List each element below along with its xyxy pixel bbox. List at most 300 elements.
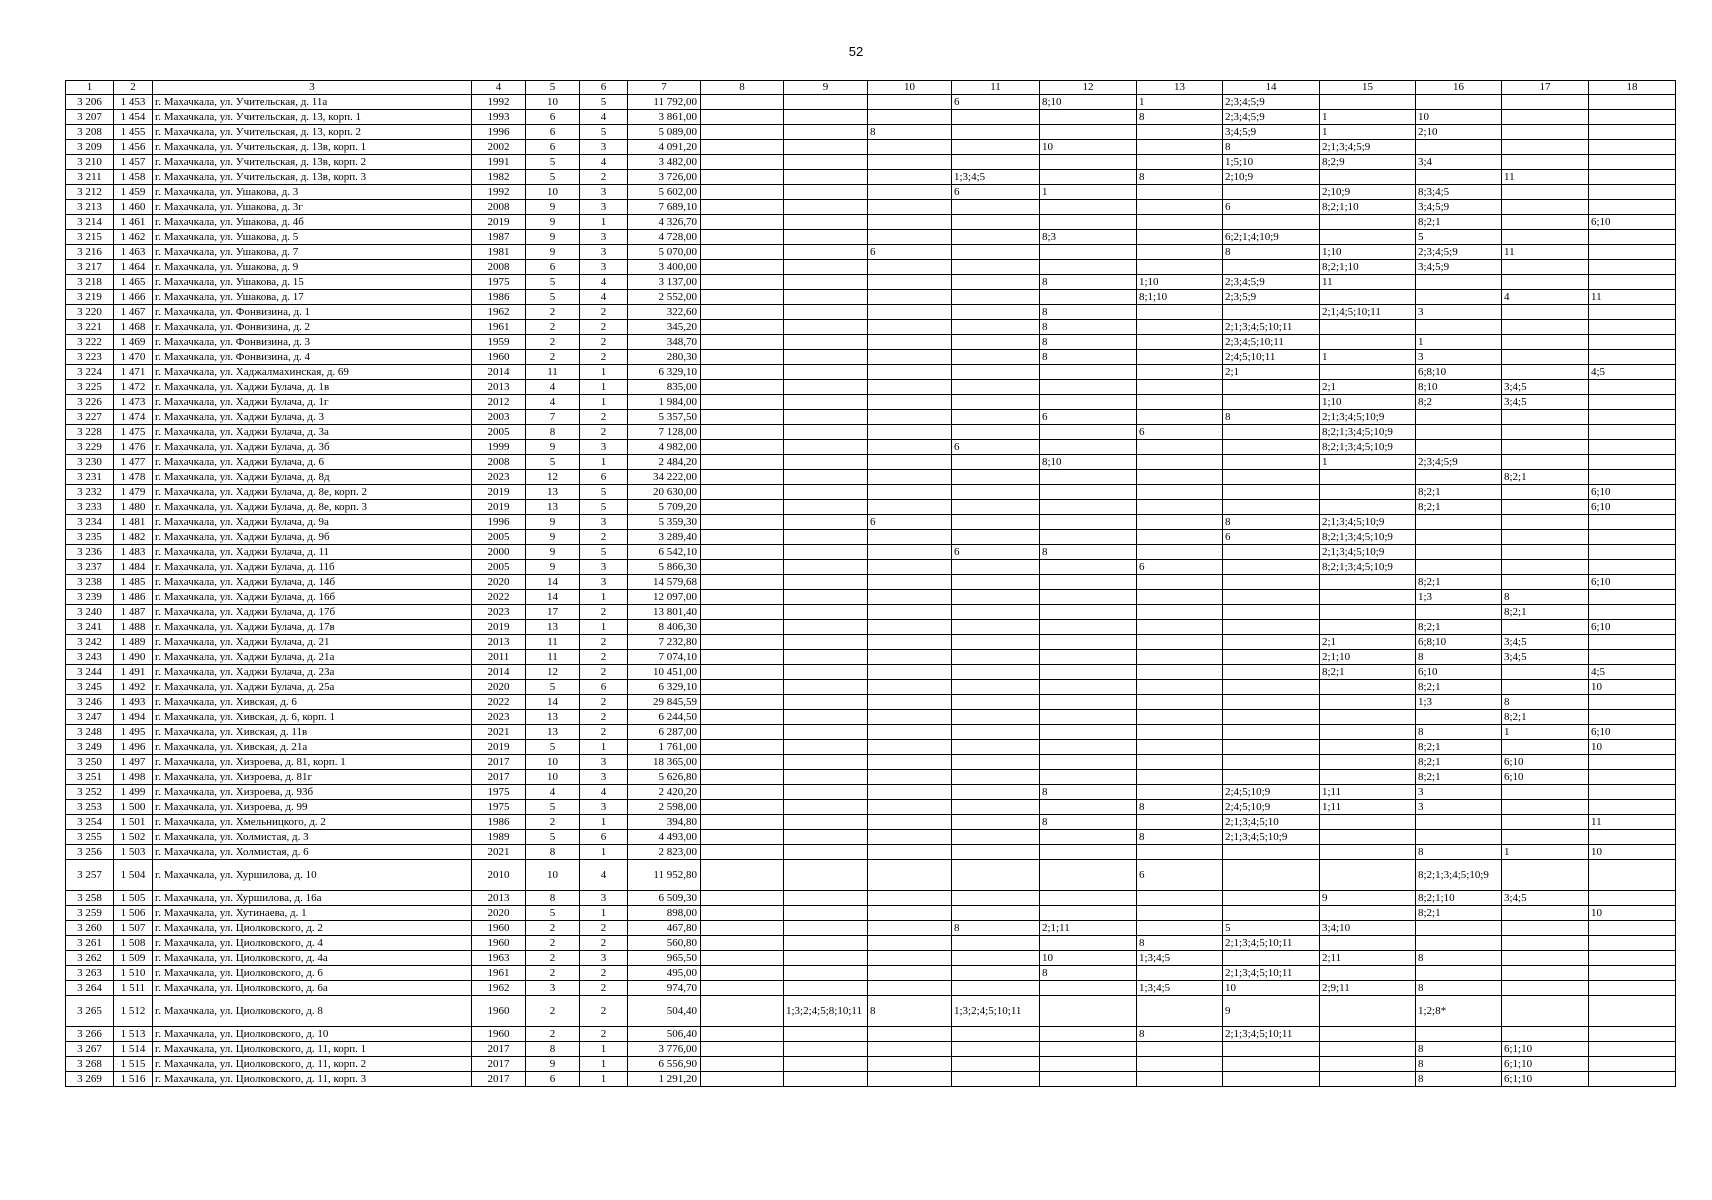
table-row	[66, 891, 1676, 906]
table-cell: 1961	[472, 320, 526, 335]
table-cell: 8;2;1	[1416, 500, 1502, 515]
address-cell: г. Махачкала, ул. Хаджи Булача, д. 8д	[153, 470, 472, 485]
table-cell: 10 451,00	[628, 665, 701, 680]
table-cell: 504,40	[628, 996, 701, 1027]
table-cell: 1 474	[114, 410, 153, 425]
table-cell: 3 241	[66, 620, 114, 635]
table-cell	[1502, 305, 1589, 320]
table-cell: 560,80	[628, 936, 701, 951]
table-cell: 2	[580, 530, 628, 545]
table-cell: 8	[952, 921, 1040, 936]
table-cell: 1	[1320, 350, 1416, 365]
address-cell: г. Махачкала, ул. Ушакова, д. 9	[153, 260, 472, 275]
table-cell: 3 207	[66, 110, 114, 125]
table-row	[66, 410, 1676, 425]
table-cell	[1040, 830, 1137, 845]
table-cell	[952, 590, 1040, 605]
table-row	[66, 710, 1676, 725]
table-cell: 2021	[472, 725, 526, 740]
table-cell	[1137, 1042, 1223, 1057]
address-cell: г. Махачкала, ул. Хаджи Булача, д. 11	[153, 545, 472, 560]
table-cell	[952, 500, 1040, 515]
table-cell: 1 483	[114, 545, 153, 560]
address-cell: г. Махачкала, ул. Ушакова, д. 17	[153, 290, 472, 305]
table-cell: 1 468	[114, 320, 153, 335]
table-cell: 6	[1223, 530, 1320, 545]
table-cell: 6;10	[1589, 575, 1676, 590]
table-cell	[1137, 966, 1223, 981]
table-cell: 1	[580, 455, 628, 470]
table-cell	[1223, 710, 1320, 725]
table-cell	[1589, 200, 1676, 215]
table-cell	[1502, 485, 1589, 500]
table-cell	[1137, 650, 1223, 665]
table-cell: 1960	[472, 996, 526, 1027]
table-cell: 11	[526, 635, 580, 650]
table-cell: 1 492	[114, 680, 153, 695]
table-row	[66, 500, 1676, 515]
table-cell	[701, 1027, 784, 1042]
table-cell	[1137, 485, 1223, 500]
table-cell	[1137, 770, 1223, 785]
table-cell: 12	[526, 470, 580, 485]
table-row	[66, 425, 1676, 440]
table-cell	[701, 485, 784, 500]
table-cell	[1589, 996, 1676, 1027]
table-cell	[701, 215, 784, 230]
table-cell	[1040, 800, 1137, 815]
table-cell: 3 776,00	[628, 1042, 701, 1057]
table-cell: 11	[526, 650, 580, 665]
table-cell	[1502, 215, 1589, 230]
table-row	[66, 605, 1676, 620]
table-cell	[1040, 650, 1137, 665]
table-cell: 2 552,00	[628, 290, 701, 305]
table-cell: 1 489	[114, 635, 153, 650]
table-cell	[1589, 140, 1676, 155]
table-row	[66, 470, 1676, 485]
table-cell	[1416, 170, 1502, 185]
table-row	[66, 260, 1676, 275]
table-cell	[1320, 485, 1416, 500]
table-cell	[952, 725, 1040, 740]
table-row	[66, 740, 1676, 755]
table-cell: 2;1;3;4;5;10;9	[1320, 410, 1416, 425]
table-cell: 3	[580, 800, 628, 815]
table-row	[66, 1072, 1676, 1087]
table-cell	[1589, 470, 1676, 485]
address-cell: г. Махачкала, ул. Ушакова, д. 3	[153, 185, 472, 200]
table-cell	[1589, 380, 1676, 395]
table-cell	[868, 470, 952, 485]
table-cell	[1223, 695, 1320, 710]
table-row	[66, 981, 1676, 996]
table-cell: 1;3;4;5	[1137, 981, 1223, 996]
table-cell: 2002	[472, 140, 526, 155]
table-cell	[701, 800, 784, 815]
table-row	[66, 365, 1676, 380]
table-cell: 3 214	[66, 215, 114, 230]
table-cell: 835,00	[628, 380, 701, 395]
table-cell	[1416, 290, 1502, 305]
table-cell	[784, 665, 868, 680]
address-cell: г. Махачкала, ул. Хаджи Булача, д. 17б	[153, 605, 472, 620]
table-cell	[1223, 1042, 1320, 1057]
table-cell	[701, 350, 784, 365]
table-cell	[701, 320, 784, 335]
table-cell: 2023	[472, 710, 526, 725]
table-cell: 2	[580, 695, 628, 710]
column-header: 14	[1223, 81, 1320, 95]
table-cell: 1;10	[1320, 395, 1416, 410]
table-cell	[1502, 830, 1589, 845]
table-cell: 3 262	[66, 951, 114, 966]
table-cell	[1502, 125, 1589, 140]
table-cell: 1 984,00	[628, 395, 701, 410]
column-header: 18	[1589, 81, 1676, 95]
table-cell: 1960	[472, 350, 526, 365]
table-cell	[701, 500, 784, 515]
table-cell: 11 952,80	[628, 860, 701, 891]
table-cell	[1040, 725, 1137, 740]
table-cell: 2;1;3;4;5;9	[1320, 140, 1416, 155]
table-cell	[1223, 500, 1320, 515]
table-cell: 1;10	[1137, 275, 1223, 290]
table-cell	[1589, 515, 1676, 530]
table-cell: 2;1;3;4;5;10	[1223, 815, 1320, 830]
table-cell: 1	[580, 815, 628, 830]
address-cell: г. Махачкала, ул. Учительская, д. 13в, корп. 1	[153, 140, 472, 155]
table-cell	[1040, 1057, 1137, 1072]
table-cell	[952, 575, 1040, 590]
table-cell	[784, 290, 868, 305]
table-cell	[1320, 215, 1416, 230]
table-cell	[1223, 590, 1320, 605]
table-cell	[1589, 695, 1676, 710]
table-cell: 1991	[472, 155, 526, 170]
table-cell: 8	[1040, 305, 1137, 320]
table-cell: 3 137,00	[628, 275, 701, 290]
table-cell	[868, 395, 952, 410]
table-cell: 348,70	[628, 335, 701, 350]
table-cell	[1320, 500, 1416, 515]
table-cell: 13	[526, 710, 580, 725]
table-cell: 8;2;1	[1502, 470, 1589, 485]
table-cell	[1320, 1027, 1416, 1042]
table-cell	[868, 170, 952, 185]
table-cell: 1 459	[114, 185, 153, 200]
table-cell: 3 234	[66, 515, 114, 530]
table-cell: 1 472	[114, 380, 153, 395]
table-cell: 1 516	[114, 1072, 153, 1087]
table-cell	[784, 320, 868, 335]
address-cell: г. Махачкала, ул. Хивская, д. 6	[153, 695, 472, 710]
address-cell: г. Махачкала, ул. Хизроева, д. 81г	[153, 770, 472, 785]
table-cell: 3 211	[66, 170, 114, 185]
table-cell: 6	[868, 515, 952, 530]
table-cell	[952, 335, 1040, 350]
table-cell: 3 208	[66, 125, 114, 140]
table-cell	[868, 590, 952, 605]
table-cell	[868, 110, 952, 125]
table-cell: 4 326,70	[628, 215, 701, 230]
table-cell: 10	[1040, 140, 1137, 155]
table-cell	[868, 335, 952, 350]
table-cell: 3;4;5;9	[1416, 200, 1502, 215]
table-cell	[1320, 845, 1416, 860]
table-cell	[701, 260, 784, 275]
table-row	[66, 455, 1676, 470]
table-cell	[952, 260, 1040, 275]
table-cell	[952, 410, 1040, 425]
table-cell: 2;4;5;10;9	[1223, 785, 1320, 800]
table-cell	[784, 215, 868, 230]
table-cell	[784, 125, 868, 140]
table-cell: 14 579,68	[628, 575, 701, 590]
table-cell	[952, 1072, 1040, 1087]
table-cell: 394,80	[628, 815, 701, 830]
table-cell	[701, 710, 784, 725]
table-cell: 2020	[472, 906, 526, 921]
column-header: 7	[628, 81, 701, 95]
table-row	[66, 290, 1676, 305]
table-row	[66, 845, 1676, 860]
table-cell	[701, 981, 784, 996]
table-cell	[868, 1072, 952, 1087]
table-cell	[784, 785, 868, 800]
table-cell: 2;1;3;4;5;10;9	[1320, 545, 1416, 560]
table-row	[66, 275, 1676, 290]
table-cell	[1040, 245, 1137, 260]
table-cell	[1137, 620, 1223, 635]
table-cell: 2020	[472, 680, 526, 695]
table-row	[66, 996, 1676, 1027]
table-cell: 1;3;2;4;5;8;10;11	[784, 996, 868, 1027]
table-cell	[1502, 860, 1589, 891]
table-cell: 6;10	[1589, 725, 1676, 740]
table-cell	[1589, 936, 1676, 951]
table-cell	[1416, 605, 1502, 620]
table-cell: 3 238	[66, 575, 114, 590]
table-cell: 3 255	[66, 830, 114, 845]
table-cell: 1 458	[114, 170, 153, 185]
table-cell	[1040, 906, 1137, 921]
table-cell	[1040, 425, 1137, 440]
table-cell: 3	[580, 575, 628, 590]
table-cell	[1137, 245, 1223, 260]
table-cell: 8;2;9	[1320, 155, 1416, 170]
table-cell: 1975	[472, 800, 526, 815]
table-cell	[701, 891, 784, 906]
table-cell	[1040, 1027, 1137, 1042]
table-cell: 14	[526, 575, 580, 590]
table-cell	[1223, 755, 1320, 770]
table-cell: 8	[1223, 245, 1320, 260]
table-cell: 1	[580, 740, 628, 755]
table-cell: 2	[580, 710, 628, 725]
table-cell: 4 728,00	[628, 230, 701, 245]
table-cell	[784, 470, 868, 485]
table-cell	[701, 245, 784, 260]
table-cell	[952, 380, 1040, 395]
table-cell	[1589, 110, 1676, 125]
address-cell: г. Махачкала, ул. Хаджи Булача, д. 3а	[153, 425, 472, 440]
table-cell: 2013	[472, 380, 526, 395]
table-cell: 3	[1416, 350, 1502, 365]
table-cell: 6;10	[1416, 665, 1502, 680]
data-table	[65, 80, 1676, 1087]
table-cell	[784, 380, 868, 395]
table-cell: 1;2;8*	[1416, 996, 1502, 1027]
column-header: 16	[1416, 81, 1502, 95]
table-cell	[1589, 245, 1676, 260]
table-cell: 8;2;1;10	[1320, 260, 1416, 275]
table-cell	[1502, 966, 1589, 981]
table-cell: 6;1;10	[1502, 1042, 1589, 1057]
table-cell: 3;4;5	[1502, 650, 1589, 665]
table-cell	[952, 650, 1040, 665]
table-cell	[1137, 215, 1223, 230]
table-cell	[1589, 320, 1676, 335]
table-cell	[784, 365, 868, 380]
table-cell: 1 465	[114, 275, 153, 290]
table-cell: 2;3;4;5;9	[1223, 95, 1320, 110]
table-cell	[1137, 755, 1223, 770]
table-cell	[952, 140, 1040, 155]
table-cell: 5 866,30	[628, 560, 701, 575]
table-cell: 3	[580, 891, 628, 906]
table-cell: 1;5;10	[1223, 155, 1320, 170]
table-cell	[1416, 410, 1502, 425]
table-cell	[1137, 815, 1223, 830]
table-cell	[868, 215, 952, 230]
table-cell: 2019	[472, 485, 526, 500]
table-cell: 3;4;5	[1502, 635, 1589, 650]
table-cell	[952, 845, 1040, 860]
table-cell	[1320, 860, 1416, 891]
table-cell	[952, 200, 1040, 215]
table-cell: 9	[526, 215, 580, 230]
table-cell	[1223, 770, 1320, 785]
table-cell: 1962	[472, 305, 526, 320]
table-cell	[701, 665, 784, 680]
table-cell	[1137, 380, 1223, 395]
table-cell: 8	[1137, 1027, 1223, 1042]
table-cell: 8	[868, 125, 952, 140]
table-cell: 3 223	[66, 350, 114, 365]
table-cell: 1 478	[114, 470, 153, 485]
table-cell: 2;1;3;4;5;10;11	[1223, 320, 1320, 335]
table-row	[66, 395, 1676, 410]
table-cell	[868, 275, 952, 290]
table-cell	[1137, 395, 1223, 410]
table-row	[66, 936, 1676, 951]
table-cell	[1040, 695, 1137, 710]
table-cell: 13	[526, 725, 580, 740]
table-cell: 2 420,20	[628, 785, 701, 800]
table-row	[66, 185, 1676, 200]
table-row	[66, 560, 1676, 575]
table-cell: 8;2;1	[1416, 770, 1502, 785]
table-cell: 29 845,59	[628, 695, 701, 710]
table-cell	[1589, 1027, 1676, 1042]
table-cell	[1040, 200, 1137, 215]
table-cell	[1416, 440, 1502, 455]
table-cell: 3;4;5;9	[1416, 260, 1502, 275]
table-cell	[868, 981, 952, 996]
table-cell: 6;10	[1589, 500, 1676, 515]
table-cell: 1	[1040, 185, 1137, 200]
table-cell	[952, 320, 1040, 335]
table-cell	[1589, 981, 1676, 996]
table-cell	[701, 936, 784, 951]
table-cell	[1040, 215, 1137, 230]
table-cell	[701, 740, 784, 755]
table-cell	[1589, 560, 1676, 575]
table-cell	[1502, 785, 1589, 800]
table-cell	[784, 891, 868, 906]
table-cell	[1223, 906, 1320, 921]
table-cell	[952, 785, 1040, 800]
table-cell: 1986	[472, 290, 526, 305]
table-cell: 2	[526, 815, 580, 830]
table-cell: 2	[580, 966, 628, 981]
table-cell: 2	[580, 635, 628, 650]
table-cell: 13	[526, 485, 580, 500]
table-cell: 2;1	[1320, 380, 1416, 395]
table-cell: 2019	[472, 500, 526, 515]
table-cell: 13 801,40	[628, 605, 701, 620]
table-cell	[784, 110, 868, 125]
table-cell	[701, 95, 784, 110]
table-cell: 1987	[472, 230, 526, 245]
table-cell	[952, 395, 1040, 410]
table-cell: 3 268	[66, 1057, 114, 1072]
table-cell: 3;4;5	[1502, 395, 1589, 410]
table-cell: 8	[868, 996, 952, 1027]
table-row	[66, 155, 1676, 170]
table-cell: 1 511	[114, 981, 153, 996]
table-cell	[1040, 845, 1137, 860]
table-cell	[1320, 95, 1416, 110]
table-cell: 5	[1223, 921, 1320, 936]
table-cell	[1040, 290, 1137, 305]
table-cell: 1 502	[114, 830, 153, 845]
table-cell: 1 485	[114, 575, 153, 590]
table-cell: 5	[526, 155, 580, 170]
table-cell: 4	[580, 860, 628, 891]
table-cell	[1223, 395, 1320, 410]
table-cell	[1589, 590, 1676, 605]
table-cell: 6	[952, 95, 1040, 110]
table-cell	[784, 485, 868, 500]
table-cell: 3 224	[66, 365, 114, 380]
table-cell: 8	[1416, 1057, 1502, 1072]
table-cell	[784, 425, 868, 440]
table-cell: 8	[526, 1042, 580, 1057]
table-cell: 9	[526, 200, 580, 215]
table-cell: 3 227	[66, 410, 114, 425]
table-cell	[1137, 680, 1223, 695]
table-cell: 8;2;1	[1416, 740, 1502, 755]
table-cell	[868, 755, 952, 770]
table-cell	[868, 620, 952, 635]
table-cell	[701, 560, 784, 575]
table-cell	[701, 380, 784, 395]
table-cell: 10	[526, 185, 580, 200]
table-cell	[952, 680, 1040, 695]
address-cell: г. Махачкала, ул. Учительская, д. 13, корп. 2	[153, 125, 472, 140]
